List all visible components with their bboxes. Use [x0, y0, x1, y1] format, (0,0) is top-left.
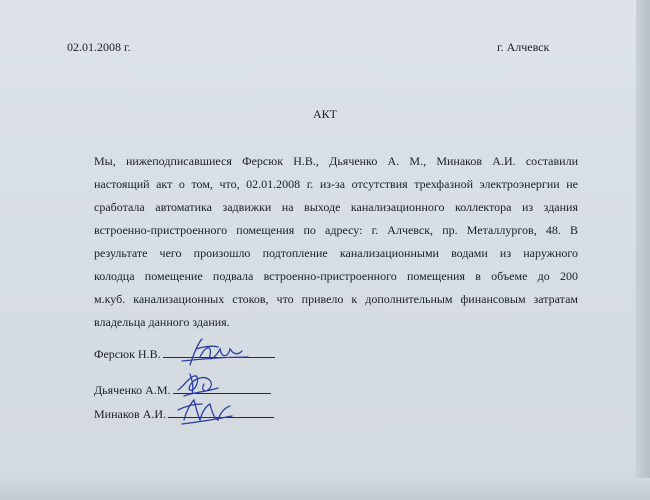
- body-line: сработала автоматика задвижки на выходе канализационного коллектора из здания: [94, 200, 578, 214]
- document-date: 02.01.2008 г.: [67, 40, 131, 54]
- signature-minakov-icon: [172, 392, 242, 428]
- signer-name: Минаков А.И.: [94, 407, 167, 421]
- body-line: владельца данного здания.: [94, 315, 230, 329]
- document-city: г. Алчевск: [497, 40, 550, 54]
- signer-name: Ферсюк Н.В.: [94, 347, 161, 361]
- body-line: Мы, нижеподписавшиеся Ферсюк Н.В., Дьяченко А. М., Минаков А.И. составили: [94, 154, 578, 168]
- document-title: АКТ: [313, 107, 337, 121]
- body-line: настоящий акт о том, что, 02.01.2008 г. из-за отсутствия трехфазной электроэнергии не: [94, 177, 578, 191]
- body-line: колодца помещение подвала встроенно-пристроенного помещения в объеме до 200: [94, 269, 578, 283]
- body-line: встроенно-пристроенного помещения по адресу: г. Алчевск, пр. Металлургов, 48. В: [94, 223, 578, 237]
- signer-name: Дьяченко А.М.: [94, 383, 171, 397]
- paper-edge-bottom: [0, 478, 650, 500]
- document-body: [94, 150, 578, 334]
- body-line: м.куб. канализационных стоков, что привело к дополнительным финансовым затратам: [94, 292, 578, 306]
- body-line: результате чего произошло подтопление канализационными водами из наружного: [94, 246, 578, 260]
- paper-edge-right: [636, 0, 650, 500]
